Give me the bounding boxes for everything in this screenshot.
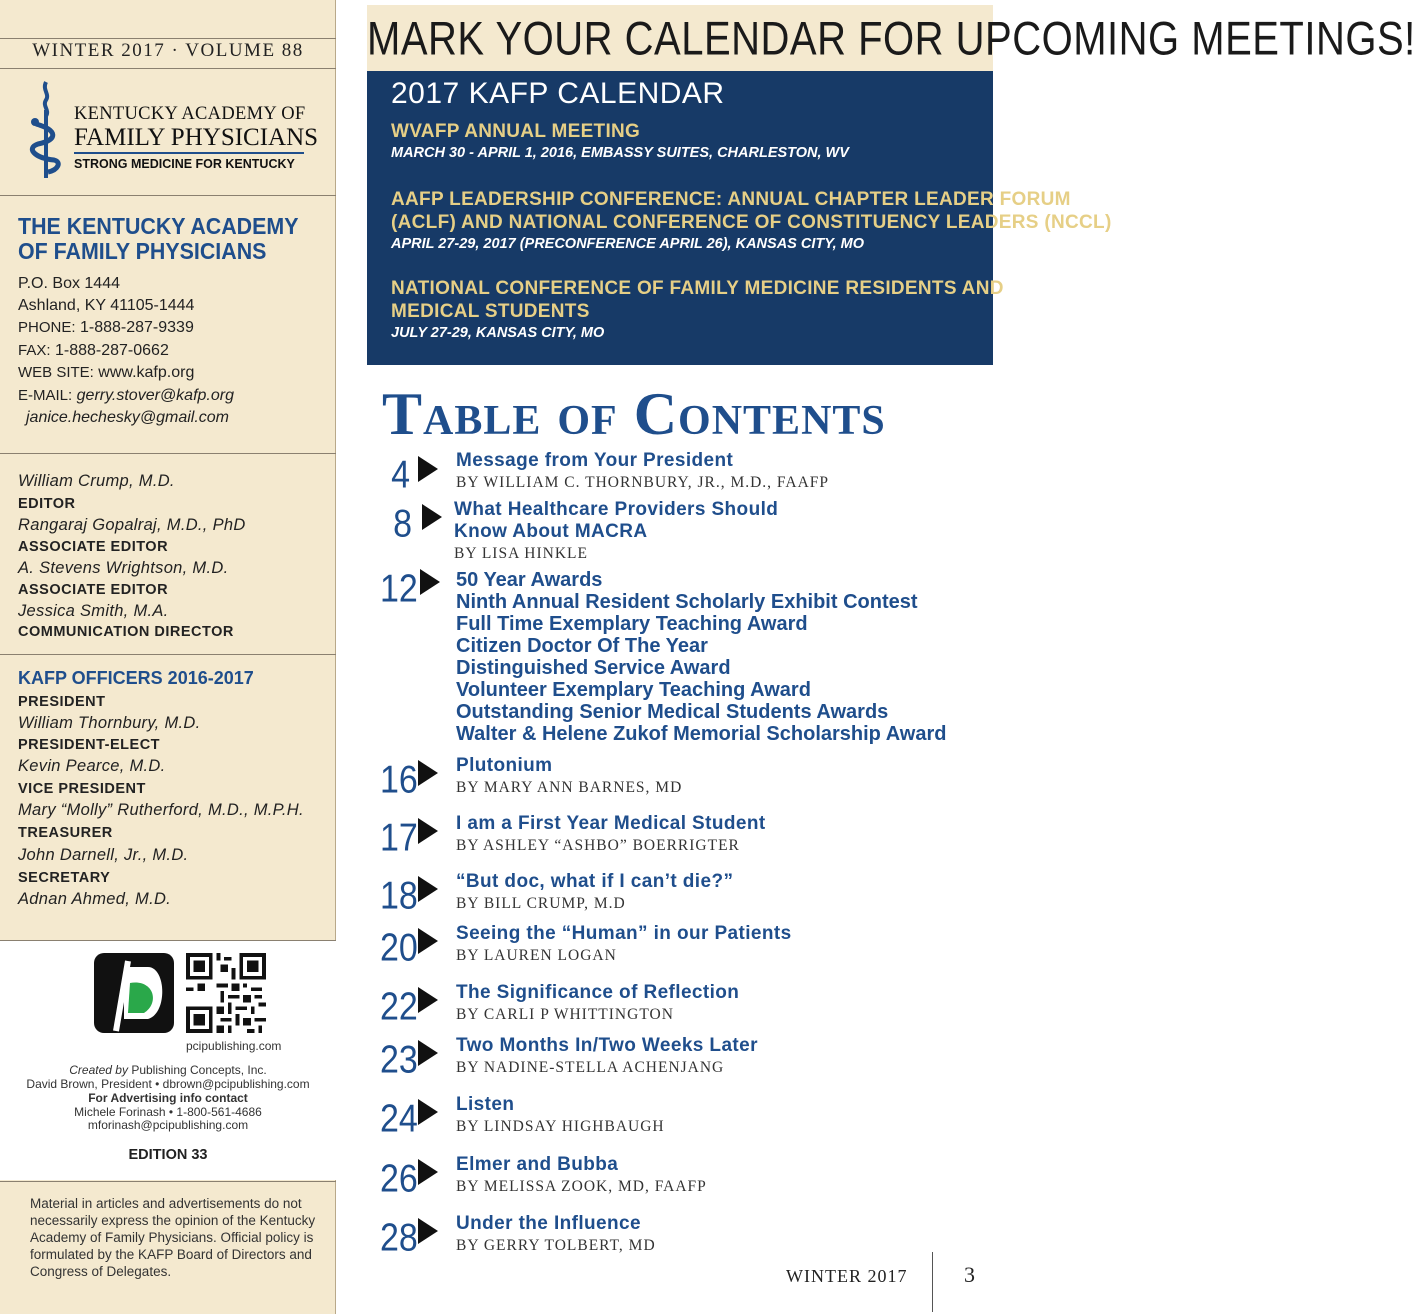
- toc-title: Full Time Exemplary Teaching Award: [456, 613, 808, 635]
- arrow-icon: [418, 1159, 438, 1185]
- toc-page-number: 23: [380, 1038, 418, 1082]
- divider: [0, 1181, 336, 1182]
- publisher-url[interactable]: pcipublishing.com: [186, 1039, 282, 1053]
- logo-tagline: STRONG MEDICINE FOR KENTUCKY: [74, 157, 295, 171]
- email-line: [18, 387, 234, 405]
- caduceus-icon: [28, 80, 64, 180]
- qr-code-icon[interactable]: [186, 953, 266, 1033]
- toc-title: “But doc, what if I can’t die?”: [456, 871, 734, 892]
- phone-line: [18, 319, 194, 337]
- toc-title: Seeing the “Human” in our Patients: [456, 923, 792, 944]
- officer-name: Mary “Molly” Rutherford, M.D., M.P.H.: [18, 801, 304, 819]
- event-title: NATIONAL CONFERENCE OF FAMILY MEDICINE RESIDENTS AND: [391, 278, 1004, 299]
- officer-role: VICE PRESIDENT: [18, 781, 146, 797]
- advertising-contact: Michele Forinash • 1-800-561-4686: [74, 1105, 262, 1119]
- footer-divider: [932, 1252, 933, 1312]
- arrow-icon: [418, 1218, 438, 1244]
- toc-title: 50 Year Awards: [456, 569, 603, 591]
- toc-title: Distinguished Service Award: [456, 657, 731, 679]
- issue-label: WINTER 2017 · VOLUME 88: [32, 40, 304, 61]
- toc-title: Citizen Doctor Of The Year: [456, 635, 708, 657]
- toc-page-number: 17: [380, 816, 418, 860]
- staff-role: ASSOCIATE EDITOR: [18, 539, 169, 555]
- footer-page-number: 3: [964, 1262, 975, 1287]
- toc-page-number: 12: [380, 567, 418, 611]
- divider: [0, 38, 336, 39]
- arrow-icon: [418, 876, 438, 902]
- toc-title: The Significance of Reflection: [456, 982, 740, 1003]
- toc-byline: BY LISA HINKLE: [454, 545, 588, 562]
- toc-byline: BY LINDSAY HIGHBAUGH: [456, 1118, 665, 1135]
- fax-label: FAX:: [18, 342, 51, 359]
- publisher-president: David Brown, President • dbrown@pcipublishing.com: [26, 1077, 310, 1091]
- event-title: MEDICAL STUDENTS: [391, 301, 590, 322]
- toc-page-number: 16: [380, 758, 418, 802]
- toc-byline: BY LAUREN LOGAN: [456, 947, 617, 964]
- calendar-box: [367, 71, 1112, 365]
- toc-byline: BY GERRY TOLBERT, MD: [456, 1237, 656, 1254]
- staff-name: Jessica Smith, M.A.: [18, 602, 169, 620]
- arrow-icon: [422, 504, 442, 530]
- email-value-2[interactable]: janice.hechesky@gmail.com: [26, 409, 229, 426]
- toc-byline: BY NADINE-STELLA ACHENJANG: [456, 1059, 725, 1076]
- officer-role: PRESIDENT: [18, 694, 106, 710]
- publisher-box: [0, 940, 336, 1180]
- officer-role: TREASURER: [18, 825, 113, 841]
- disclaimer-text: Material in articles and advertisements do not necessarily express the opinion of the Kentucky Academy of Family Physicians. Official policy is formulated by the KAFP Board of Directors and Congress of Delegates.: [30, 1196, 316, 1279]
- arrow-icon: [418, 456, 438, 482]
- toc-title: Volunteer Exemplary Teaching Award: [456, 679, 811, 701]
- publisher-credit: [0, 1063, 336, 1077]
- arrow-icon: [418, 987, 438, 1013]
- arrow-icon: [420, 569, 440, 595]
- toc-page-number: 22: [380, 985, 418, 1029]
- email-line-2: [26, 409, 229, 427]
- toc-title: Elmer and Bubba: [456, 1154, 619, 1175]
- toc-page-number: 24: [380, 1097, 418, 1141]
- officer-name: William Thornbury, M.D.: [18, 714, 201, 732]
- officer-name: Adnan Ahmed, M.D.: [18, 890, 172, 908]
- arrow-icon: [418, 1040, 438, 1066]
- toc-title: Outstanding Senior Medical Students Awards: [456, 701, 889, 723]
- web-value[interactable]: www.kafp.org: [98, 364, 195, 381]
- staff-name: A. Stevens Wrightson, M.D.: [18, 559, 229, 577]
- toc-title: Ninth Annual Resident Scholarly Exhibit Contest: [456, 591, 918, 613]
- event-date: APRIL 27-29, 2017 (PRECONFERENCE APRIL 26), KANSAS CITY, MO: [391, 236, 864, 252]
- email-label: E-MAIL:: [18, 387, 73, 404]
- phone-value: 1-888-287-9339: [79, 319, 194, 336]
- toc-page-number: 8: [393, 502, 412, 546]
- toc-title: Message from Your President: [456, 450, 734, 471]
- officer-name: John Darnell, Jr., M.D.: [18, 846, 189, 864]
- pci-logo-icon: [94, 953, 174, 1033]
- edition-label: EDITION 33: [128, 1147, 208, 1163]
- toc-page-number: 28: [380, 1216, 418, 1260]
- toc-title: Two Months In/Two Weeks Later: [456, 1035, 758, 1056]
- org-title: [18, 214, 298, 264]
- toc-heading: Table of Contents: [382, 381, 886, 447]
- advertising-label: For Advertising info contact: [88, 1091, 248, 1105]
- created-by-label: Created by: [69, 1063, 128, 1077]
- toc-title: What Healthcare Providers Should: [454, 499, 779, 520]
- toc-byline: BY ASHLEY “ASHBO” BOERRIGTER: [456, 837, 740, 854]
- officer-role: SECRETARY: [18, 870, 111, 886]
- officer-role: PRESIDENT-ELECT: [18, 737, 161, 753]
- toc-page-number: 18: [380, 874, 418, 918]
- divider: [0, 195, 336, 196]
- fax-line: [18, 342, 169, 360]
- toc-byline: BY CARLI P WHITTINGTON: [456, 1006, 674, 1023]
- calendar-banner: [367, 5, 1416, 71]
- toc-byline: BY MELISSA ZOOK, MD, FAAFP: [456, 1178, 707, 1195]
- arrow-icon: [418, 1099, 438, 1125]
- web-label: WEB SITE:: [18, 364, 94, 381]
- logo-line-2: FAMILY PHYSICIANS: [74, 124, 319, 151]
- masthead-sidebar: [0, 0, 336, 1314]
- logo-underline: [74, 152, 304, 154]
- toc-page-number: 20: [380, 926, 418, 970]
- footer-season: WINTER 2017: [786, 1266, 908, 1286]
- event-title: WVAFP ANNUAL MEETING: [391, 121, 641, 142]
- address-line-2: Ashland, KY 41105-1444: [18, 297, 195, 314]
- staff-name: William Crump, M.D.: [18, 472, 175, 490]
- web-line: [18, 364, 194, 382]
- toc-byline: BY WILLIAM C. THORNBURY, JR., M.D., FAAFP: [456, 474, 830, 491]
- event-title: AAFP LEADERSHIP CONFERENCE: ANNUAL CHAPTER LEADER FORUM: [391, 189, 1071, 210]
- address-line-1: P.O. Box 1444: [18, 275, 120, 292]
- arrow-icon: [418, 760, 438, 786]
- org-title-line-1: THE KENTUCKY ACADEMY: [18, 213, 299, 239]
- email-value-1[interactable]: gerry.stover@kafp.org: [76, 387, 234, 404]
- toc-page-number: 4: [391, 453, 410, 497]
- toc-byline: BY MARY ANN BARNES, MD: [456, 779, 683, 796]
- toc-title: Under the Influence: [456, 1213, 641, 1234]
- toc-byline: BY BILL CRUMP, M.D: [456, 895, 626, 912]
- fax-value: 1-888-287-0662: [54, 342, 169, 359]
- toc-title: Listen: [456, 1094, 515, 1115]
- divider: [0, 68, 336, 69]
- event-title: (ACLF) AND NATIONAL CONFERENCE OF CONSTITUENCY LEADERS (NCCL): [391, 212, 1112, 233]
- publisher-company: Publishing Concepts, Inc.: [131, 1063, 267, 1077]
- staff-role: COMMUNICATION DIRECTOR: [18, 624, 234, 640]
- logo-line-1: KENTUCKY ACADEMY OF: [74, 104, 306, 124]
- toc-title: Walter & Helene Zukof Memorial Scholarship Award: [456, 723, 947, 745]
- officer-name: Kevin Pearce, M.D.: [18, 757, 166, 775]
- divider: [0, 654, 336, 655]
- org-title-line-2: OF FAMILY PHYSICIANS: [18, 238, 267, 264]
- toc-title: I am a First Year Medical Student: [456, 813, 766, 834]
- arrow-icon: [418, 928, 438, 954]
- advertising-email[interactable]: mforinash@pcipublishing.com: [87, 1118, 249, 1132]
- staff-name: Rangaraj Gopalraj, M.D., PhD: [18, 516, 246, 534]
- arrow-icon: [418, 818, 438, 844]
- toc-title: Plutonium: [456, 755, 553, 776]
- toc-page-number: 26: [380, 1157, 418, 1201]
- event-date: JULY 27-29, KANSAS CITY, MO: [391, 325, 605, 341]
- event-date: MARCH 30 - APRIL 1, 2016, EMBASSY SUITES, CHARLESTON, WV: [391, 145, 849, 161]
- calendar-banner-text: MARK YOUR CALENDAR FOR UPCOMING MEETINGS!: [367, 13, 1416, 65]
- staff-role: ASSOCIATE EDITOR: [18, 582, 169, 598]
- kafp-logo: [28, 80, 318, 180]
- divider: [0, 453, 336, 454]
- officers-title: KAFP OFFICERS 2016-2017: [18, 668, 254, 688]
- staff-role: EDITOR: [18, 496, 76, 512]
- phone-label: PHONE:: [18, 319, 76, 336]
- toc-title: Know About MACRA: [454, 521, 648, 542]
- calendar-title: 2017 KAFP CALENDAR: [391, 77, 725, 110]
